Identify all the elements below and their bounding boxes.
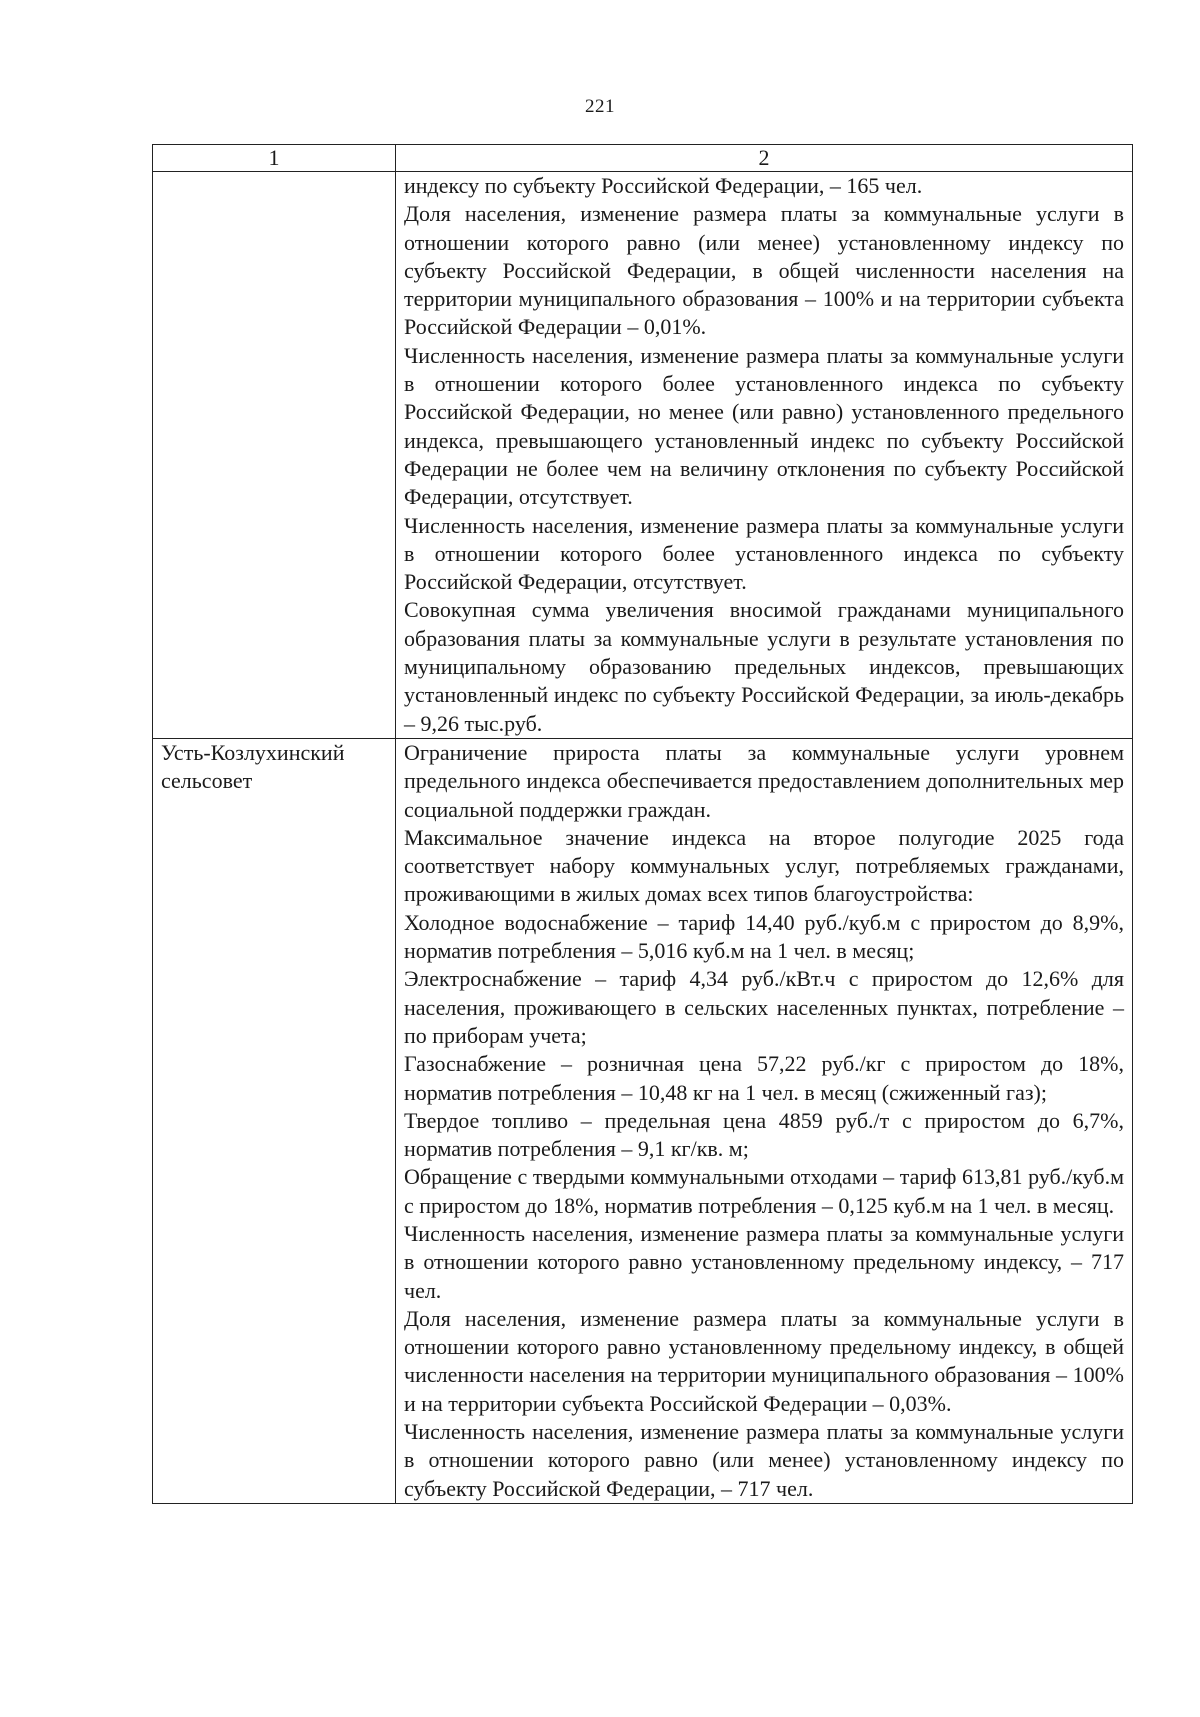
municipality-name-cell: Усть-Козлухинский сельсовет (153, 738, 396, 1503)
municipality-name-cell (153, 172, 396, 739)
description-cell (396, 738, 1133, 1503)
description-cell (396, 172, 1133, 739)
paragraph: Твердое топливо – предельная цена 4859 руб./т с приростом до 6,7%, норматив потребления – 9,1 кг/кв. м; (404, 1107, 1124, 1162)
paragraph: Численность населения, изменение размера платы за коммунальные услуги в отношении которого равно (или менее) установленному индексу по субъекту Российской Федерации, – 717 чел. (404, 1419, 1124, 1501)
paragraph: Доля населения, изменение размера платы за коммунальные услуги в отношении которого равно (или менее) установленному индексу по субъекту Российской Федерации, в общей численности населения на территории муниципального образования – 100% и на территории субъекта Российской Федерации – 0,01%. (404, 201, 1124, 340)
paragraph: Численность населения, изменение размера платы за коммунальные услуги в отношении которого более установленного индекса по субъекту Российской Федерации, отсутствует. (404, 512, 1124, 595)
page-number: 221 (585, 96, 615, 117)
table-row (153, 172, 1133, 739)
paragraph: Максимальное значение индекса на второе полугодие 2025 года соответствует набору коммунальных услуг, потребляемых гражданами, проживающими в жилых домах всех типов благоустройства: (404, 824, 1124, 907)
paragraph: Совокупная сумма увеличения вносимой гражданами муниципального образования платы за коммунальные услуги в результате установления по муниципальному образованию предельных индексов, превышающих установленный индекс по субъекту Российской Федерации, за июль-декабрь – 9,26 тыс.руб. (404, 597, 1124, 736)
paragraph: Доля населения, изменение размера платы за коммунальные услуги в отношении которого равно установленному предельному индексу, в общей численности населения на территории муниципального образования – 100% и на территории субъекта Российской Федерации – 0,03%. (404, 1305, 1124, 1416)
paragraph: Численность населения, изменение размера платы за коммунальные услуги в отношении которого более установленного индекса по субъекту Российской Федерации, но менее (или равно) установленного предельного индекса, превышающего установленный индекс по субъекту Российской Федерации не более чем на величину отклонения по субъекту Российской Федерации, отсутствует. (404, 342, 1124, 510)
table-header-row (153, 145, 1133, 172)
paragraph: индексу по субъекту Российской Федерации, – 165 чел. (404, 173, 923, 198)
paragraph: Ограничение прироста платы за коммунальные услуги уровнем предельного индекса обеспечивается предоставлением дополнительных мер социальной поддержки граждан. (404, 739, 1124, 822)
paragraph: Обращение с твердыми коммунальными отходами – тариф 613,81 руб./куб.м с приростом до 18%, норматив потребления – 0,125 куб.м на 1 чел. в месяц. (404, 1164, 1124, 1218)
paragraph: Газоснабжение – розничная цена 57,22 руб./кг с приростом до 18%, норматив потребления – 10,48 кг на 1 чел. в месяц (сжиженный газ); (404, 1051, 1124, 1105)
column-header-2: 2 (396, 145, 1133, 172)
paragraph: Холодное водоснабжение – тариф 14,40 руб./куб.м с приростом до 8,9%, норматив потребления – 5,016 куб.м на 1 чел. в месяц; (404, 909, 1124, 964)
column-header-1: 1 (153, 145, 396, 172)
table-row (153, 738, 1133, 1503)
paragraph: Электроснабжение – тариф 4,34 руб./кВт.ч с приростом до 12,6% для населения, проживающего в сельских населенных пунктах, потребление – по приборам учета; (404, 966, 1124, 1048)
paragraph: Численность населения, изменение размера платы за коммунальные услуги в отношении которого равно установленному предельному индексу, – 717 чел. (404, 1220, 1124, 1303)
document-table (152, 144, 1133, 1504)
